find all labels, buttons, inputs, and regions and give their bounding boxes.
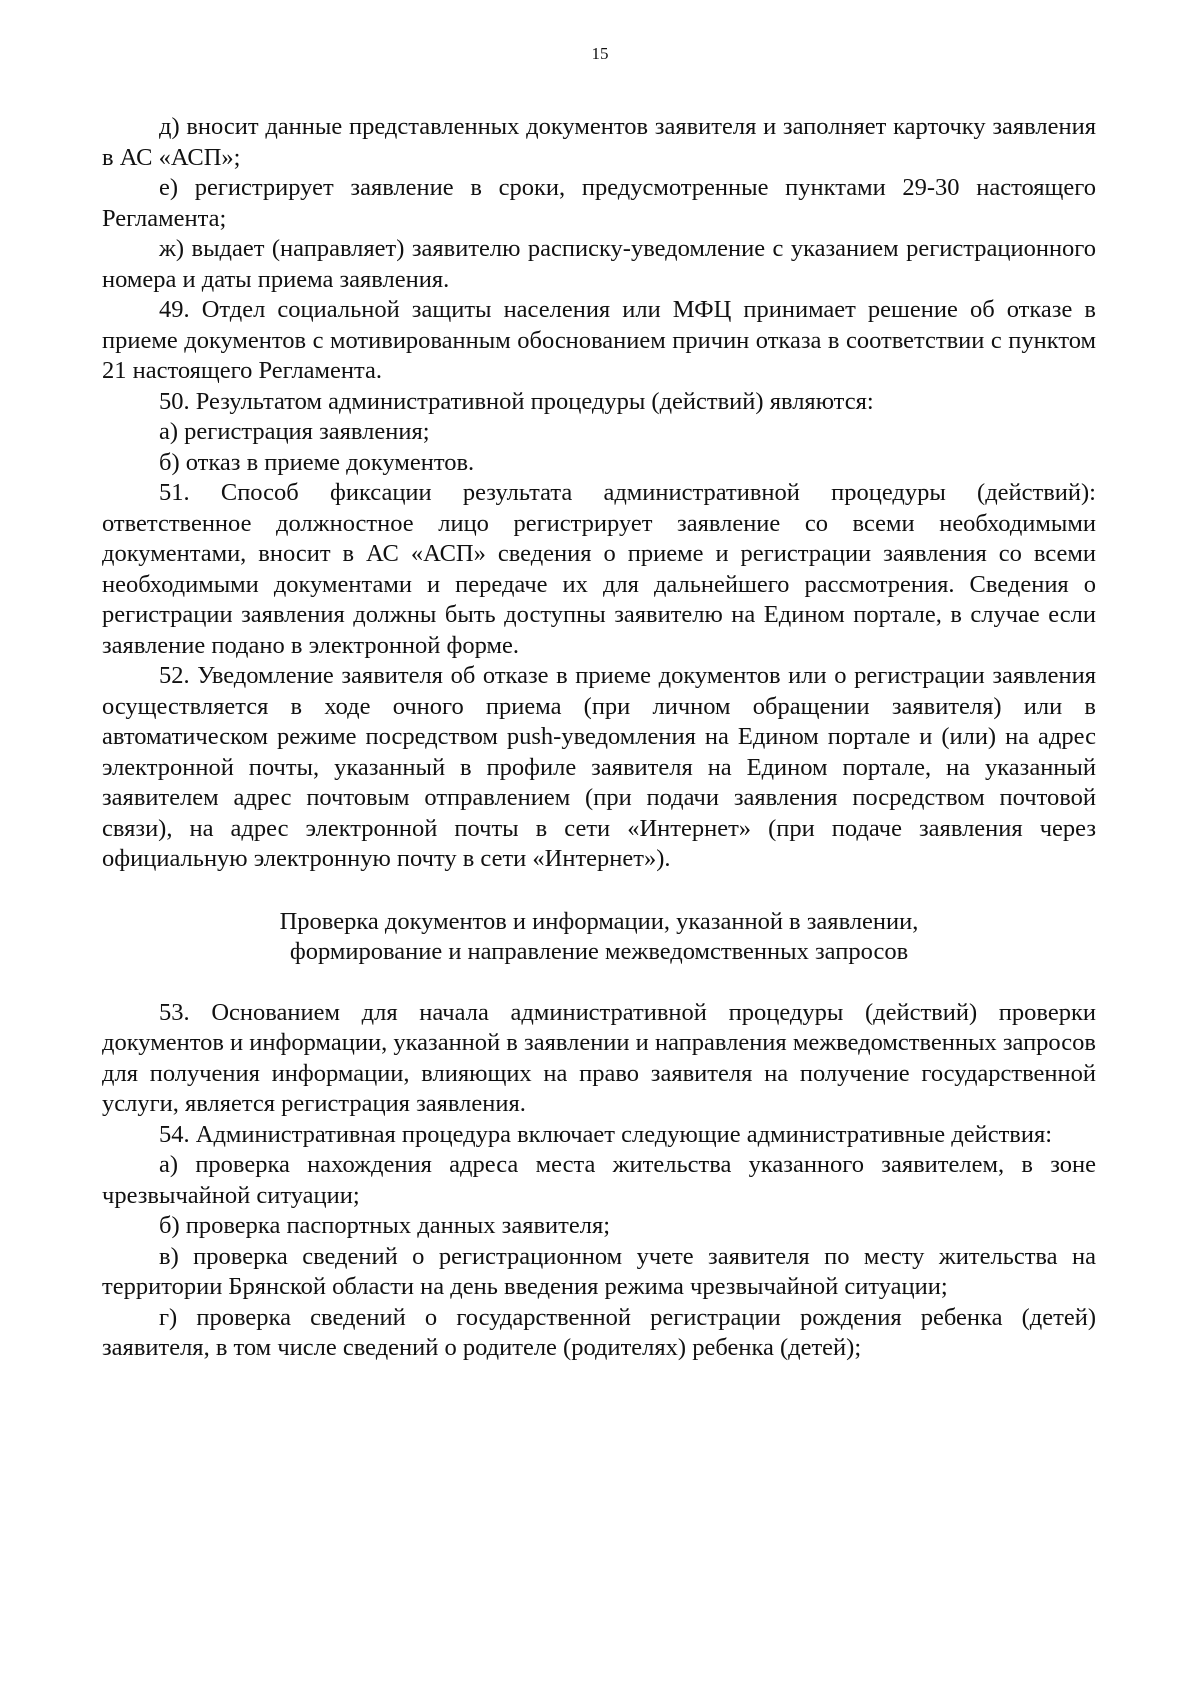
paragraph-item-d: д) вносит данные представленных документов заявителя и заполняет карточку заявления в АС «АСП»;	[102, 113, 1096, 171]
section-heading	[102, 907, 1096, 968]
paragraph-49: 49. Отдел социальной защиты населения или МФЦ принимает решение об отказе в приеме документов с мотивированным обоснованием причин отказа в соответствии с пунктом 21 настоящего Регламента.	[102, 296, 1096, 384]
paragraph-51: 51. Способ фиксации результата административной процедуры (действий): ответственное должностное лицо регистрирует заявление со всеми необходимыми документами, вносит в АС «АСП» сведения о приеме и регистрации заявления со всеми необходимыми документами и передаче их для дальнейшего рассмотрения. Сведения о регистрации заявления должны быть доступны заявителю на Едином портале, в случае если заявление подано в электронной форме.	[102, 479, 1096, 659]
paragraph-54: 54. Административная процедура включает следующие административные действия:	[159, 1120, 1053, 1148]
paragraph-50: 50. Результатом административной процедуры (действий) являются:	[159, 387, 874, 415]
paragraph-item-zh: ж) выдает (направляет) заявителю расписку-уведомление с указанием регистрационного номера и даты приема заявления.	[102, 235, 1096, 293]
paragraph-54-b: б) проверка паспортных данных заявителя;	[159, 1212, 611, 1239]
paragraph-54-v: в) проверка сведений о регистрационном учете заявителя по месту жительства на территории Брянской области на день введения режима чрезвычайной ситуации;	[102, 1242, 1096, 1300]
paragraph-54-a: а) проверка нахождения адреса места жительства указанного заявителем, в зоне чрезвычайной ситуации;	[102, 1151, 1096, 1209]
section-heading-line-2: формирование и направление межведомственных запросов	[289, 938, 909, 965]
section-heading-line-1: Проверка документов и информации, указанной в заявлении,	[279, 907, 919, 935]
paragraph-item-e: е) регистрирует заявление в сроки, предусмотренные пунктами 29-30 настоящего Регламента;	[102, 174, 1096, 232]
page-number: 15	[591, 44, 609, 63]
paragraph-52: 52. Уведомление заявителя об отказе в приеме документов или о регистрации заявления осуществляется в ходе очного приема (при личном обращении заявителя) или в автоматическом режиме посредством push-уведомления на Едином портале и (или) на адрес электронной почты, указанный в профиле заявителя на Едином портале, на указанный заявителем адрес почтовым отправлением (при подачи заявления посредством почтовой связи), на адрес электронной почты в сети «Интернет» (при подаче заявления через официальную электронную почту в сети «Интернет»).	[102, 662, 1096, 872]
paragraph-53: 53. Основанием для начала административной процедуры (действий) проверки документов и информации, указанной в заявлении и направления межведомственных запросов для получения информации, влияющих на право заявителя на получение государственной услуги, является регистрация заявления.	[102, 998, 1096, 1117]
paragraph-50-a: а) регистрация заявления;	[159, 418, 430, 445]
document-body	[102, 112, 1096, 1364]
paragraph-50-b: б) отказ в приеме документов.	[159, 448, 475, 476]
paragraph-54-g: г) проверка сведений о государственной регистрации рождения ребенка (детей) заявителя, в том числе сведений о родителе (родителях) ребенка (детей);	[102, 1303, 1096, 1361]
